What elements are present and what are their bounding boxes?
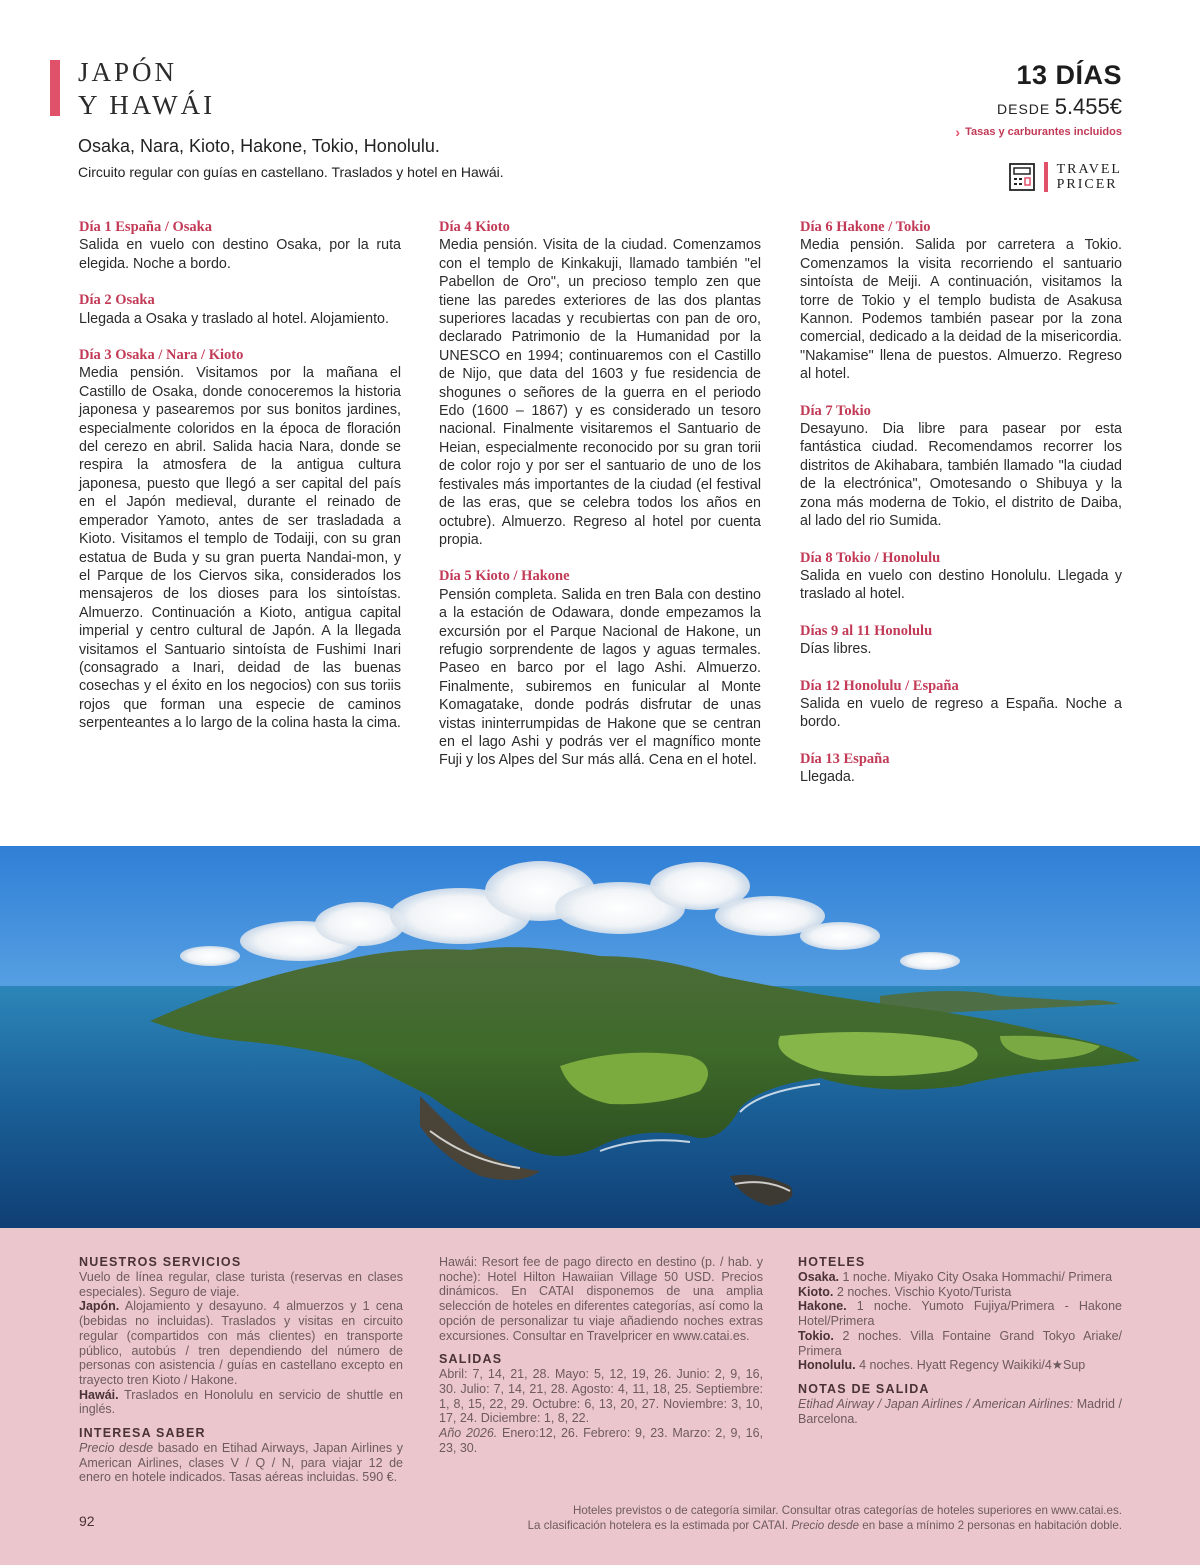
itinerary-column-2 bbox=[439, 218, 761, 788]
itinerary-day bbox=[800, 218, 1122, 384]
day-title: Día 3 Osaka / Nara / Kioto bbox=[79, 347, 244, 364]
itinerary-day bbox=[79, 291, 401, 328]
departure-notes-text bbox=[798, 1397, 1122, 1426]
departures-heading: SALIDAS bbox=[439, 1352, 503, 1367]
hotel-item bbox=[798, 1285, 1122, 1300]
day-text: Salida en vuelo con destino Osaka, por la ruta elegida. Noche a bordo. bbox=[79, 237, 401, 272]
footer-line-2a: La clasificación hotelera es la estimada por CATAI. bbox=[527, 1519, 792, 1532]
day-title: Día 7 Tokio bbox=[800, 402, 871, 419]
hawaii-coastline-illustration bbox=[0, 846, 1200, 1228]
departure-airlines: Etihad Airway / Japan Airlines / American Airlines: bbox=[798, 1396, 1074, 1411]
day-title: Día 12 Honolulu / España bbox=[800, 677, 959, 694]
title-line-2: Y HAWÁI bbox=[78, 90, 216, 120]
itinerary-day bbox=[79, 346, 401, 733]
departures-2026 bbox=[439, 1426, 763, 1455]
footer-line-2 bbox=[528, 1518, 1122, 1533]
hotel-detail: 1 noche. Yumoto Fujiya/Primera - Hakone Hotel/Primera bbox=[798, 1299, 1122, 1329]
travel-pricer-text bbox=[1057, 162, 1122, 192]
services-intro: Vuelo de línea regular, clase turista (reservas en clases especiales). Seguro de viaje. bbox=[79, 1270, 403, 1299]
day-title: Día 6 Hakone / Tokio bbox=[800, 219, 931, 235]
tour-type-note: Circuito regular con guías en castellano. Traslados y hotel en Hawái. bbox=[78, 164, 504, 180]
services-japan-text: Alojamiento y desayuno. 4 almuerzos y 1 cena (bebidas no incluidas). Traslados y visitas en circuito regular (compartidos con más clientes) en transporte público, autobús / tren dependiendo del número de personas con asistencia / guías en castellano excepto en trayecto tren Kioto / Hakone. bbox=[79, 1299, 403, 1387]
hotels-heading: HOTELES bbox=[798, 1255, 866, 1269]
hotel-item bbox=[798, 1358, 1122, 1373]
day-title: Día 1 España / Osaka bbox=[79, 219, 212, 235]
good-to-know-text bbox=[79, 1441, 403, 1485]
price-amount: 5.455€ bbox=[1054, 94, 1122, 119]
departure-notes-heading: NOTAS DE SALIDA bbox=[798, 1381, 930, 1396]
hawaii-coastline-photo bbox=[0, 846, 1200, 1228]
day-text: Días libres. bbox=[800, 641, 872, 658]
itinerary-day bbox=[439, 567, 761, 769]
day-text: Media pensión. Salida por carretera a Tokio. Comenzamos la visita recorriendo el santuario sintoísta de Meiji. A continuación, visitamos la torre de Tokio y el templo budista de Asakusa Kannon. Podemos también pasear por la zona comercial, dedicado a la deidad de la misericordia. "Nakamise" llena de puestos. Almuerzo. Regreso al hotel. bbox=[800, 237, 1122, 383]
day-text: Desayuno. Dia libre para pasear por esta fantástica ciudad. Recomendamos recorrer los distritos de Akihabara, también llamado "la ciudad de la electrónica", Omotesando o Shibuya y la zona más moderna de Tokio, el distrito de Daiba, al lado del rio Sumida. bbox=[800, 421, 1122, 530]
chevron-right-icon: › bbox=[955, 123, 961, 140]
hotel-detail: 2 noches. Villa Fontaine Grand Tokyo Ariake/ Primera bbox=[798, 1328, 1122, 1358]
services-hawaii-label: Hawái. bbox=[79, 1387, 119, 1402]
itinerary-day bbox=[800, 750, 1122, 787]
title-accent-bar bbox=[50, 60, 60, 116]
departures-year-dates: Enero:12, 26. Febrero: 9, 23. Marzo: 2, 9, 16, 23, 30. bbox=[439, 1426, 763, 1455]
hotel-city: Osaka. bbox=[798, 1270, 840, 1284]
itinerary-day bbox=[800, 677, 1122, 732]
hotel-detail: 2 noches. Vischio Kyoto/Turista bbox=[833, 1284, 1012, 1299]
itinerary-day bbox=[79, 218, 401, 273]
itinerary-day bbox=[800, 549, 1122, 604]
page-title bbox=[78, 56, 215, 122]
info-column-1 bbox=[79, 1255, 403, 1485]
day-text: Salida en vuelo de regreso a España. Noche a bordo. bbox=[800, 695, 1122, 731]
day-text: Llegada a Osaka y traslado al hotel. Alojamiento. bbox=[79, 310, 389, 327]
hotel-detail: 1 noche. Miyako City Osaka Hommachi/ Primera bbox=[839, 1270, 1113, 1284]
day-title: Día 2 Osaka bbox=[79, 292, 155, 309]
day-title: Día 4 Kioto bbox=[439, 219, 510, 235]
day-text: Llegada. bbox=[800, 769, 855, 786]
hotel-item bbox=[798, 1270, 1122, 1285]
departures-year-label: Año 2026. bbox=[439, 1426, 498, 1441]
hotel-item bbox=[798, 1329, 1122, 1358]
hotel-city: Hakone. bbox=[798, 1299, 847, 1314]
day-title: Día 5 Kioto / Hakone bbox=[439, 568, 570, 585]
price-line bbox=[997, 94, 1122, 120]
calculator-icon bbox=[1009, 163, 1035, 191]
itinerary-day bbox=[800, 622, 1122, 659]
fees-note-text: Tasas y carburantes incluidos bbox=[965, 126, 1122, 138]
services-heading: NUESTROS SERVICIOS bbox=[79, 1255, 242, 1269]
price-from-label: DESDE bbox=[997, 101, 1051, 117]
services-japan-label: Japón. bbox=[79, 1299, 120, 1314]
day-text: Media pensión. Visita de la ciudad. Comenzamos con el templo de Kinkakuji, llamado también "el Pabellon de Oro", un precioso templo zen que tiene las paredes exteriores de las dos plantas superiores lacadas y recubiertas con pan de oro, declarado Patrimonio de la Humanidad por la UNESCO en 1994; continuaremos con el Castillo de Nijo, que data del 1603 y fue residencia de shogunes o señores de la guerra en el periodo Edo (1600 – 1867) y es considerado un tesoro nacional. Finalmente visitaremos el Santuario de Heian, especialmente reconocido por su gran torii de color rojo y por ser el santuario de uno de los festivales más importantes de la ciudad (el festival de las eras, que se celebra todos los años en octubre). Almuerzo. Regreso al hotel por cuenta propia. bbox=[439, 237, 761, 548]
services-hawaii-text: Traslados en Honolulu en servicio de shuttle en inglés. bbox=[79, 1387, 403, 1417]
day-title: Día 13 España bbox=[800, 750, 890, 767]
itinerary-day bbox=[439, 218, 761, 549]
info-panel bbox=[0, 1228, 1200, 1565]
hotel-city: Tokio. bbox=[798, 1328, 834, 1343]
day-text: Media pensión. Visitamos por la mañana el Castillo de Osaka, donde conoceremos la historia japonesa y pasearemos por sus bonitos jardines, especialmente coloridos en la época de floración del cerezo en abril. Salida hacia Nara, donde se respira la atmosfera de la antigua cultura japonesa, puesto que llegó a ser capital del país en el Japón medieval, durante el reinado de emperador Yamoto, antes de ser trasladada a Kioto. Visitamos el templo de Todaiji, con su gran estatua de Buda y su gran puerta Nandai-mon, y el Parque de los Ciervos sika, considerados los mensajeros de los dioses para los sintoístas. Almuerzo. Continuación a Kioto, antigua capital imperial y centro cultural de Japón. A la llegada visitamos el Santuario sintoísta de Fushimi Inari (consagrado a Inari, deidad de las buenas cosechas y el éxito en los negocios) con sus toriis rojos que forman una especie de caminos serpenteantes a lo largo de la colina hasta la cima. bbox=[79, 365, 401, 732]
hotel-detail: 4 noches. Hyatt Regency Waikiki/4★Sup bbox=[855, 1358, 1086, 1373]
route-subtitle: Osaka, Nara, Kioto, Hakone, Tokio, Honolulu. bbox=[78, 136, 440, 156]
day-title: Día 8 Tokio / Honolulu bbox=[800, 549, 941, 566]
travel-pricer-accent-bar bbox=[1044, 162, 1048, 192]
trip-duration: 13 DÍAS bbox=[1016, 60, 1122, 90]
good-to-know-heading: INTERESA SABER bbox=[79, 1426, 206, 1441]
footer-line-2b: Precio desde bbox=[791, 1519, 860, 1532]
hotel-city: Kioto. bbox=[798, 1284, 834, 1299]
good-to-know-body: basado en Etihad Airways, Japan Airlines y American Airlines, clases V / Q / N, para viajar 12 de enero en hotele indicados. Tasas aéreas incluidas. 590 €. bbox=[79, 1441, 404, 1485]
travel-pricer-line-1: TRAVEL bbox=[1056, 162, 1122, 177]
title-line-1: JAPÓN bbox=[78, 57, 178, 87]
day-title: Días 9 al 11 Honolulu bbox=[800, 622, 933, 639]
travel-pricer-logo[interactable] bbox=[1009, 162, 1122, 192]
departures-dates: Abril: 7, 14, 21, 28. Mayo: 5, 12, 19, 26. Junio: 2, 9, 16, 30. Julio: 7, 14, 21, 28. Agosto: 4, 11, 18, 25. Septiembre: 1, 8, 15, 22, 29. Octubre: 6, 13, 20, 27. Noviembre: 3, 10, 17, 24. Diciembre: 1, 8, 22. bbox=[439, 1367, 763, 1426]
info-column-3 bbox=[798, 1255, 1122, 1426]
travel-pricer-line-2: PRICER bbox=[1056, 177, 1118, 192]
footer-line-2c: en base a mínimo 2 personas en habitación doble. bbox=[859, 1519, 1122, 1532]
fees-note bbox=[955, 123, 1122, 140]
price-from-italic: Precio desde bbox=[79, 1441, 154, 1456]
day-text: Salida en vuelo con destino Honolulu. Llegada y traslado al hotel. bbox=[800, 567, 1122, 603]
footer-note bbox=[528, 1503, 1122, 1533]
itinerary-column-1 bbox=[79, 218, 401, 751]
departure-cities: Madrid / Barcelona. bbox=[798, 1396, 1122, 1426]
page-number: 92 bbox=[79, 1513, 95, 1529]
info-column-2 bbox=[439, 1255, 763, 1455]
hotel-city: Honolulu. bbox=[798, 1358, 856, 1373]
day-text: Pensión completa. Salida en tren Bala con destino a la estación de Odawara, donde empezamos la excursión por el Parque Nacional de Hakone, un refugio sorprendente de lagos y aguas termales. Paseo en barco por el lago Ashi. Almuerzo. Finalmente, subiremos en funicular al Monte Komagatake, donde podrás disfrutar de unas vistas ininterrumpidas de Hakone que se centran en el lago Ashi y podrás ver el magnífico monte Fuji y los Alpes del Sur más allá. Cena en el hotel. bbox=[439, 586, 761, 769]
hotel-item bbox=[798, 1299, 1122, 1328]
itinerary-day bbox=[800, 402, 1122, 531]
hawaii-resort-note: Hawái: Resort fee de pago directo en destino (p. / hab. y noche): Hotel Hilton Hawaiian Village 50 USD. Precios dinámicos. En CATAI disponemos de una amplia selección de hoteles en diferentes categorías, así como la opción de personalizar tu viaje añadiendo noches extras excursiones. Consultar en Travelpricer en www.catai.es. bbox=[439, 1255, 763, 1343]
services-hawaii bbox=[79, 1388, 403, 1417]
itinerary-column-3 bbox=[800, 218, 1122, 805]
services-japan bbox=[79, 1299, 403, 1387]
footer-line-1: Hoteles previstos o de categoría similar. Consultar otras categorías de hoteles superiores en www.catai.es. bbox=[572, 1504, 1122, 1517]
